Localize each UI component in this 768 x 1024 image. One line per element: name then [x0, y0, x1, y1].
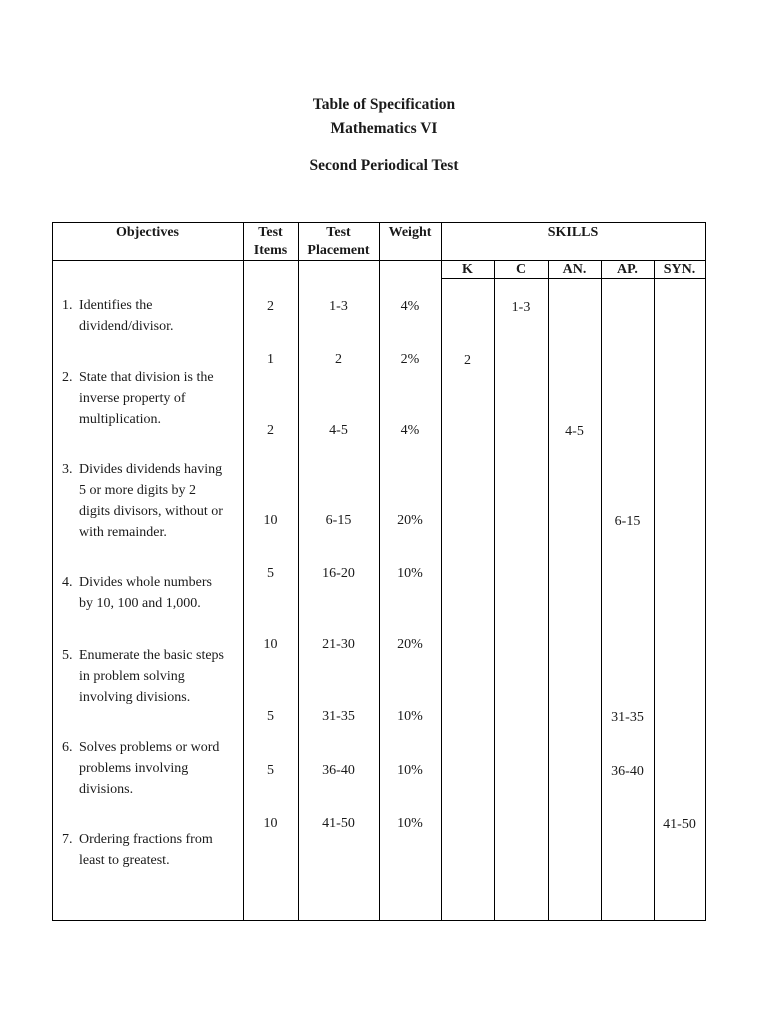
skill-cell: 4-5	[565, 424, 584, 439]
objective-text: Enumerate the basic steps in problem solving involving divisions.	[79, 648, 225, 705]
col-divider	[441, 222, 442, 921]
weight-cell: 10%	[397, 816, 423, 831]
objective-number: 5.	[62, 648, 73, 663]
objective-text: Divides dividends having 5 or more digits by 2 digits divisors, without or with remainder.	[79, 462, 223, 540]
test-placement-cell: 1-3	[329, 299, 348, 314]
objective-text: Ordering fractions from least to greatest.	[79, 832, 213, 868]
test-items-cell: 1	[267, 352, 274, 367]
test-placement-cell: 21-30	[322, 637, 355, 652]
test-items-cell: 2	[267, 423, 274, 438]
objective-number: 6.	[62, 740, 73, 755]
test-placement-cell: 4-5	[329, 423, 348, 438]
objective-number: 1.	[62, 298, 73, 313]
objective-text: Identifies the dividend/divisor.	[79, 298, 174, 334]
weight-cell: 2%	[400, 352, 420, 367]
test-items-cell: 5	[267, 763, 274, 778]
objective-number: 7.	[62, 832, 73, 847]
objective-number: 4.	[62, 575, 73, 590]
test-placement-cell: 16-20	[322, 566, 355, 581]
objective-text: Divides whole numbers by 10, 100 and 1,000.	[79, 575, 212, 611]
test-items-cell: 5	[267, 566, 274, 581]
test-placement-cell: 41-50	[322, 816, 355, 831]
table-right-border	[705, 222, 706, 921]
header-skill-ap: AP.	[617, 262, 638, 277]
objective-item	[62, 829, 242, 871]
weight-cell: 4%	[400, 423, 420, 438]
test-items-cell: 10	[263, 637, 278, 652]
objective-item	[62, 645, 242, 708]
table-left-border	[52, 222, 53, 921]
test-placement-cell: 36-40	[322, 763, 355, 778]
objective-item	[62, 367, 242, 430]
skill-cell: 36-40	[611, 764, 644, 779]
objective-item	[62, 572, 242, 614]
objective-text: State that division is the inverse property of multiplication.	[79, 370, 214, 427]
header-objectives: Objectives	[116, 225, 179, 240]
col-divider	[601, 260, 602, 921]
skill-cell: 1-3	[511, 300, 531, 315]
test-items-cell: 10	[263, 816, 278, 831]
header-test-items-line2: Items	[253, 243, 288, 258]
header-test-placement-line1: Test	[326, 225, 351, 240]
header-test-items-line1: Test	[258, 225, 283, 240]
objective-number: 3.	[62, 462, 73, 477]
skill-cell: 2	[464, 353, 471, 368]
objective-item	[62, 737, 242, 800]
document-subject: Mathematics VI	[330, 120, 438, 137]
weight-cell: 20%	[397, 637, 423, 652]
header-skill-k: K	[462, 262, 473, 277]
weight-cell: 10%	[397, 566, 423, 581]
test-items-cell: 2	[267, 299, 274, 314]
header-test-placement-line2: Placement	[307, 243, 370, 258]
objective-text: Solves problems or word problems involving divisions.	[79, 740, 220, 797]
header-skill-c: C	[515, 262, 527, 277]
test-placement-cell: 31-35	[322, 709, 355, 724]
objective-number: 2.	[62, 370, 73, 385]
header-bottom-border	[52, 260, 442, 261]
test-placement-cell: 2	[335, 352, 342, 367]
weight-cell: 10%	[397, 763, 423, 778]
header-skill-an: AN.	[562, 262, 587, 277]
weight-cell: 4%	[400, 299, 420, 314]
col-divider	[494, 260, 495, 921]
col-divider	[548, 260, 549, 921]
skill-cell: 6-15	[614, 514, 641, 529]
document-title: Table of Specification	[312, 96, 456, 113]
objective-item	[62, 295, 242, 337]
objective-item	[62, 459, 242, 543]
weight-cell: 10%	[397, 709, 423, 724]
weight-cell: 20%	[397, 513, 423, 528]
header-skills: SKILLS	[547, 225, 599, 240]
document-subtitle: Second Periodical Test	[309, 157, 459, 174]
test-placement-cell: 6-15	[325, 513, 352, 528]
test-items-cell: 5	[267, 709, 274, 724]
header-skill-syn: SYN.	[663, 262, 696, 277]
skill-cell: 41-50	[663, 817, 696, 832]
header-weight: Weight	[388, 225, 432, 240]
test-items-cell: 10	[263, 513, 278, 528]
skill-cell: 31-35	[611, 710, 644, 725]
